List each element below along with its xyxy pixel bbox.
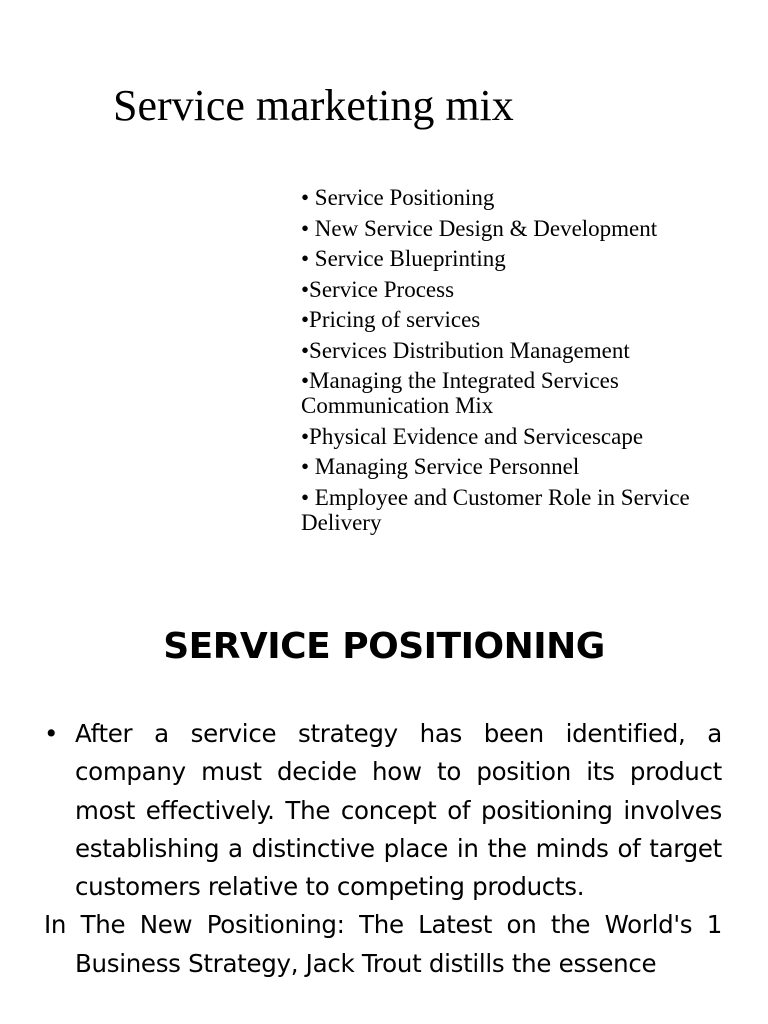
paragraph-text: After a service strategy has been identified, a company must decide how to position its product most effectively. The concept of positioning involves establishing a distinctive place in the minds of target customers relative to competing products. — [75, 719, 722, 902]
slide-body — [44, 715, 722, 983]
list-item: • New Service Design & Development — [301, 215, 658, 241]
list-item: •Physical Evidence and Servicescape — [301, 423, 644, 449]
list-item: •Service Process — [301, 276, 455, 302]
slide-title: SERVICE POSITIONING — [163, 626, 605, 667]
list-item: •Services Distribution Management — [301, 337, 630, 363]
slide-service-positioning — [0, 580, 768, 1024]
list-item: • Service Blueprinting — [301, 246, 506, 271]
list-item: • Employee and Customer Role in Service Delivery — [301, 484, 690, 535]
list-item: •Managing the Integrated Services Communication Mix — [301, 368, 619, 418]
list-item: • Service Positioning — [301, 185, 495, 210]
list-item: •Pricing of services — [301, 307, 481, 332]
slide-title: Service marketing mix — [113, 81, 514, 130]
bullet-icon: • — [44, 719, 59, 748]
list-item: • Managing Service Personnel — [301, 454, 580, 479]
bullet-paragraph — [44, 715, 722, 906]
body-paragraph: In The New Positioning: The Latest on the World's 1 Business Strategy, Jack Trout distills the essence — [44, 910, 722, 978]
topic-list — [301, 185, 741, 540]
